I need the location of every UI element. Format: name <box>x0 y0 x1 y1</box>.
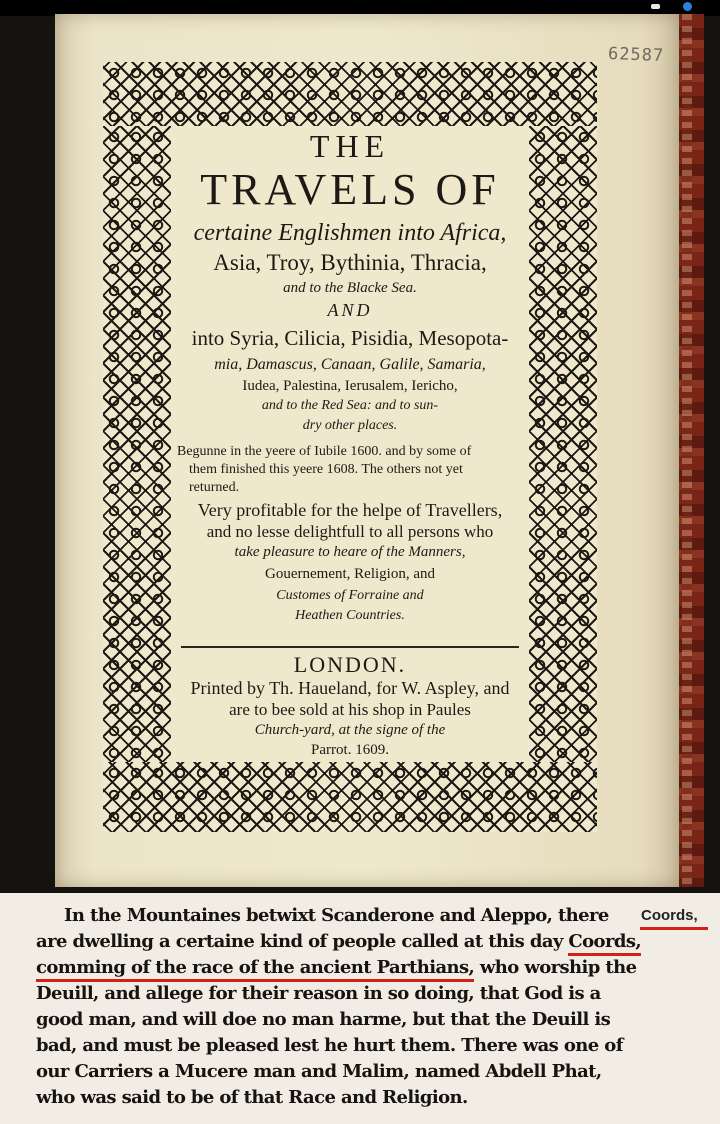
divider-rule <box>181 646 519 648</box>
subtitle-line: and to the Blacke Sea. <box>283 280 417 296</box>
excerpt-line: bad, and must be pleased lest he hurt them. There was one of <box>36 1035 623 1056</box>
subtitle-line: and to the Red Sea: and to sun- <box>261 398 439 413</box>
excerpt-line <box>36 929 676 955</box>
begun-line: returned. <box>189 480 240 495</box>
imprint-line: Church-yard, at the signe of the <box>254 722 446 738</box>
subtitle-line: Iudea, Palestina, Ierusalem, Iericho, <box>242 378 458 394</box>
excerpt-line: good man, and will doe no man harme, but that the Deuill is <box>36 1009 611 1030</box>
highlighted-parthians: comming of the race of the ancient Parthians, <box>36 957 474 982</box>
profit-line: and no lesse delightfull to all persons who <box>206 522 494 541</box>
minimize-icon[interactable] <box>651 4 660 9</box>
catalog-number: 62587 <box>607 44 665 66</box>
excerpt-text-run: who worship the <box>474 957 637 978</box>
imprint-london: LONDON. <box>293 652 407 677</box>
subtitle-line: certaine Englishmen into Africa, <box>193 220 507 246</box>
text-excerpt <box>0 893 720 1124</box>
begun-line: them finished this yeere 1608. The others not yet <box>189 462 463 477</box>
profit-line: take pleasure to heare of the Manners, <box>234 544 466 560</box>
margin-note: Coords, <box>641 907 698 924</box>
imprint-date: Parrot. 1609. <box>311 742 389 758</box>
profit-line: Very profitable for the helpe of Travellers, <box>197 500 503 520</box>
profit-line: Customes of Forraine and <box>276 588 424 603</box>
imprint-line: Printed by Th. Haueland, for W. Aspley, and <box>190 678 510 698</box>
excerpt-line: In the Mountaines betwixt Scanderone and Aleppo, there <box>64 905 609 926</box>
border-left <box>103 126 171 762</box>
ornamental-border <box>103 62 597 832</box>
subtitle-line: dry other places. <box>302 418 398 433</box>
excerpt-line <box>36 955 676 981</box>
subtitle-line: Asia, Troy, Bythinia, Thracia, <box>213 250 487 275</box>
imprint-line: are to bee sold at his shop in Paules <box>229 700 471 719</box>
excerpt-text-run: are dwelling a certaine kind of people called at this day <box>36 931 569 952</box>
title-text-block <box>171 126 529 762</box>
title-the: THE <box>309 128 391 164</box>
profit-line: Heathen Countries. <box>295 608 405 623</box>
excerpt-line: Deuill, and allege for their reason in so doing, that God is a <box>36 983 601 1004</box>
highlighted-coords: Coords, <box>568 931 641 956</box>
border-right <box>529 126 597 762</box>
border-bottom <box>103 762 597 832</box>
excerpt-line: our Carriers a Mucere man and Malim, named Abdell Phat, <box>36 1061 602 1082</box>
excerpt-paragraph <box>36 903 676 1111</box>
subtitle-line: into Syria, Cilicia, Pisidia, Mesopota- <box>191 326 509 350</box>
profit-line: Gouernement, Religion, and <box>265 566 435 582</box>
status-dot-icon <box>683 2 692 11</box>
book-binding-edge <box>676 14 704 887</box>
begun-line: Begunne in the yeere of Iubile 1600. and by some of <box>177 444 472 459</box>
excerpt-line: who was said to be of that Race and Religion. <box>36 1087 468 1108</box>
margin-underline <box>640 927 708 930</box>
subtitle-line: mia, Damascus, Canaan, Galile, Samaria, <box>214 356 486 373</box>
title-travels: TRAVELS OF <box>200 165 500 214</box>
title-and: AND <box>327 300 373 320</box>
border-top <box>103 62 597 126</box>
